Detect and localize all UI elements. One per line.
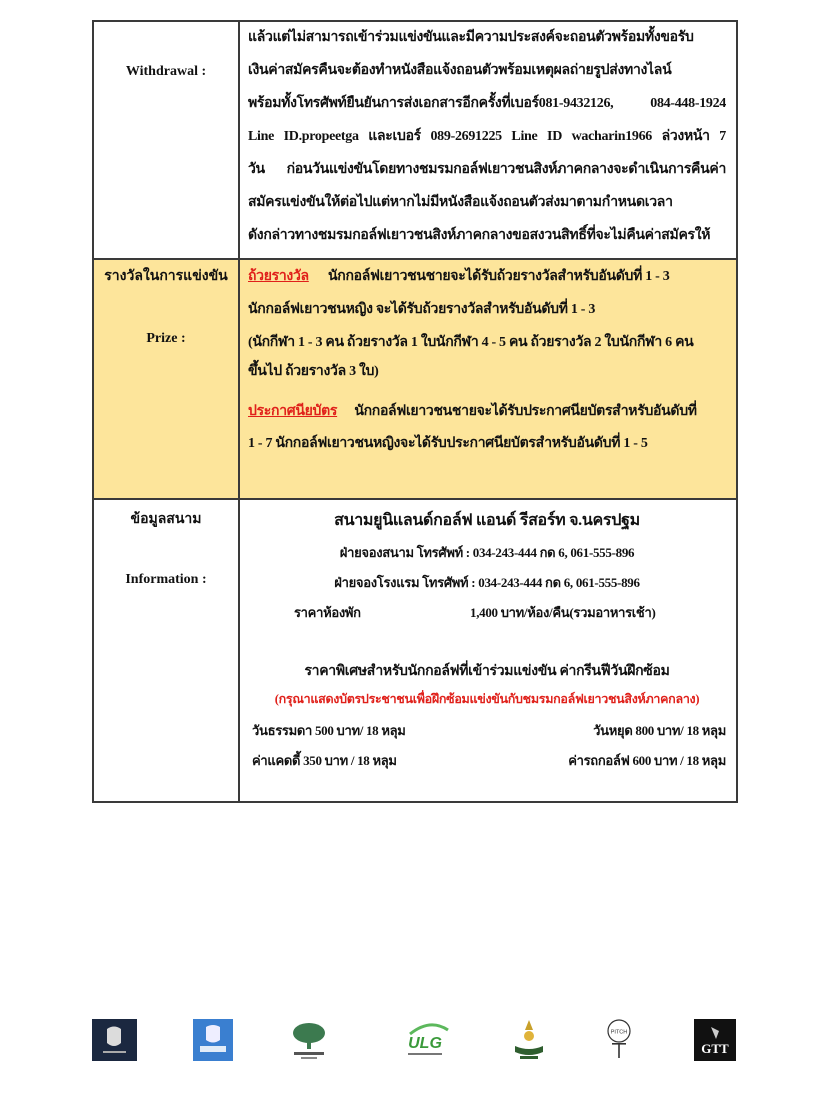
prize-label-en: Prize : bbox=[146, 331, 186, 346]
prize-content bbox=[240, 260, 736, 498]
information-label-cell bbox=[94, 500, 240, 801]
pitch-logo-text: PITCH bbox=[610, 1029, 628, 1036]
certificate-title: ประกาศนียบัตร bbox=[248, 404, 338, 419]
special-price-title: ราคาพิเศษสำหรับนักกอล์ฟที่เข้าร่วมแข่งขัน ค่ากรีนฟีวันฝึกซ้อม bbox=[304, 664, 670, 679]
withdrawal-line: Line ID.propeetga และเบอร์ 089-2691225 Line ID wacharin1966 ล่วงหน้า 7 bbox=[248, 129, 726, 144]
holiday-fee: วันหยุด 800 บาท/ 18 หลุม bbox=[593, 723, 726, 738]
prize-label-cell bbox=[94, 260, 240, 498]
certificate-text: นักกอล์ฟเยาวชนชายจะได้รับประกาศนียบัตรสำหรับอันดับที่ bbox=[354, 404, 697, 419]
information-label-en: Information : bbox=[125, 572, 207, 587]
trophy-text: นักกอล์ฟเยาวชนชายจะได้รับถ้วยรางวัลสำหรับอันดับที่ 1 - 3 bbox=[328, 269, 670, 284]
withdrawal-label: Withdrawal : bbox=[125, 64, 207, 79]
trophy-line bbox=[248, 265, 726, 287]
certificate-line: 1 - 7 นักกอล์ฟเยาวชนหญิงจะได้รับประกาศนียบัตรสำหรับอันดับที่ 1 - 5 bbox=[248, 436, 648, 451]
trophy-line: นักกอล์ฟเยาวชนหญิง จะได้รับถ้วยรางวัลสำหรับอันดับที่ 1 - 3 bbox=[248, 302, 596, 317]
venue-name: สนามยูนิแลนด์กอล์ฟ แอนด์ รีสอร์ท จ.นครปฐม bbox=[334, 512, 640, 529]
singha-corporation-logo bbox=[92, 1018, 137, 1062]
withdrawal-label-cell bbox=[94, 22, 240, 258]
trophy-title: ถ้วยรางวัล bbox=[248, 269, 309, 284]
withdrawal-line: เงินค่าสมัครคืนจะต้องทำหนังสือแจ้งถอนตัวพร้อมเหตุผลถ่ายรูปส่งทางไลน์ bbox=[248, 63, 672, 78]
information-label-th: ข้อมูลสนาม bbox=[130, 512, 202, 527]
golf-club-crest-logo bbox=[512, 1018, 546, 1062]
cart-fee: ค่ารถกอล์ฟ 600 บาท / 18 หลุม bbox=[568, 753, 726, 768]
uniland-golf-logo bbox=[400, 1018, 450, 1062]
gtt-logo-text: GTT bbox=[701, 1041, 729, 1056]
hotel-booking-phone: ฝ่ายจองโรงแรม โทรศัพท์ : 034-243-444 กด 6, 061-555-896 bbox=[334, 575, 640, 590]
gtt-logo bbox=[694, 1018, 736, 1062]
course-booking-phone: ฝ่ายจองสนาม โทรศัพท์ : 034-243-444 กด 6, 061-555-896 bbox=[339, 545, 635, 560]
withdrawal-line: ดังกล่าวทางชมรมกอล์ฟเยาวชนสิงห์ภาคกลางขอสงวนสิทธิ์ที่จะไม่คืนค่าสมัครให้ bbox=[248, 228, 711, 243]
information-row bbox=[94, 498, 736, 801]
withdrawal-line: วัน ก่อนวันแข่งขันโดยทางชมรมกอล์ฟเยาวชนสิงห์ภาคกลางจะดำเนินการคืนค่า bbox=[248, 162, 726, 177]
withdrawal-content bbox=[240, 22, 736, 258]
room-price-value: 1,400 บาท/ห้อง/คืน(รวมอาหารเช้า) bbox=[470, 605, 656, 620]
weekday-fee: วันธรรมดา 500 บาท/ 18 หลุม bbox=[252, 723, 406, 738]
withdrawal-line: แล้วแต่ไม่สามารถเข้าร่วมแข่งขันและมีความประสงค์จะถอนตัวพร้อมทั้งขอรับ bbox=[248, 30, 694, 45]
certificate-line bbox=[248, 400, 726, 422]
trophy-line: ขึ้นไป ถ้วยรางวัล 3 ใบ) bbox=[248, 364, 379, 379]
caddie-fee: ค่าแคดดี้ 350 บาท / 18 หลุม bbox=[252, 753, 397, 768]
trophy-line: (นักกีฬา 1 - 3 คน ถ้วยรางวัล 1 ใบนักกีฬา 4 - 5 คน ถ้วยรางวัล 2 ใบนักกีฬา 6 คน bbox=[248, 335, 694, 350]
pa-dan-singh-logo bbox=[193, 1018, 233, 1062]
royal-hua-hin-golf-logo bbox=[288, 1018, 330, 1062]
withdrawal-line: พร้อมทั้งโทรศัพท์ยืนยันการส่งเอกสารอีกครั้งที่เบอร์081-9432126, 084-448-1924 bbox=[248, 96, 726, 111]
withdrawal-line: สมัครแข่งขันให้ต่อไปแต่หากไม่มีหนังสือแจ้งถอนตัวส่งมาตามกำหนดเวลา bbox=[248, 195, 673, 210]
prize-label-th: รางวัลในการแข่งขัน bbox=[104, 269, 228, 284]
ulg-logo-text: ULG bbox=[408, 1035, 442, 1052]
info-table bbox=[92, 20, 738, 803]
withdrawal-row bbox=[94, 22, 736, 258]
prize-row bbox=[94, 258, 736, 498]
special-price-note: (กรุณาแสดงบัตรประชาชนเพื่อฝึกซ้อมแข่งขันกับชมรมกอล์ฟเยาวชนสิงห์ภาคกลาง) bbox=[274, 692, 700, 706]
room-price-label: ราคาห้องพัก bbox=[294, 605, 361, 620]
information-content bbox=[240, 500, 736, 801]
pitch-logo bbox=[606, 1018, 632, 1062]
